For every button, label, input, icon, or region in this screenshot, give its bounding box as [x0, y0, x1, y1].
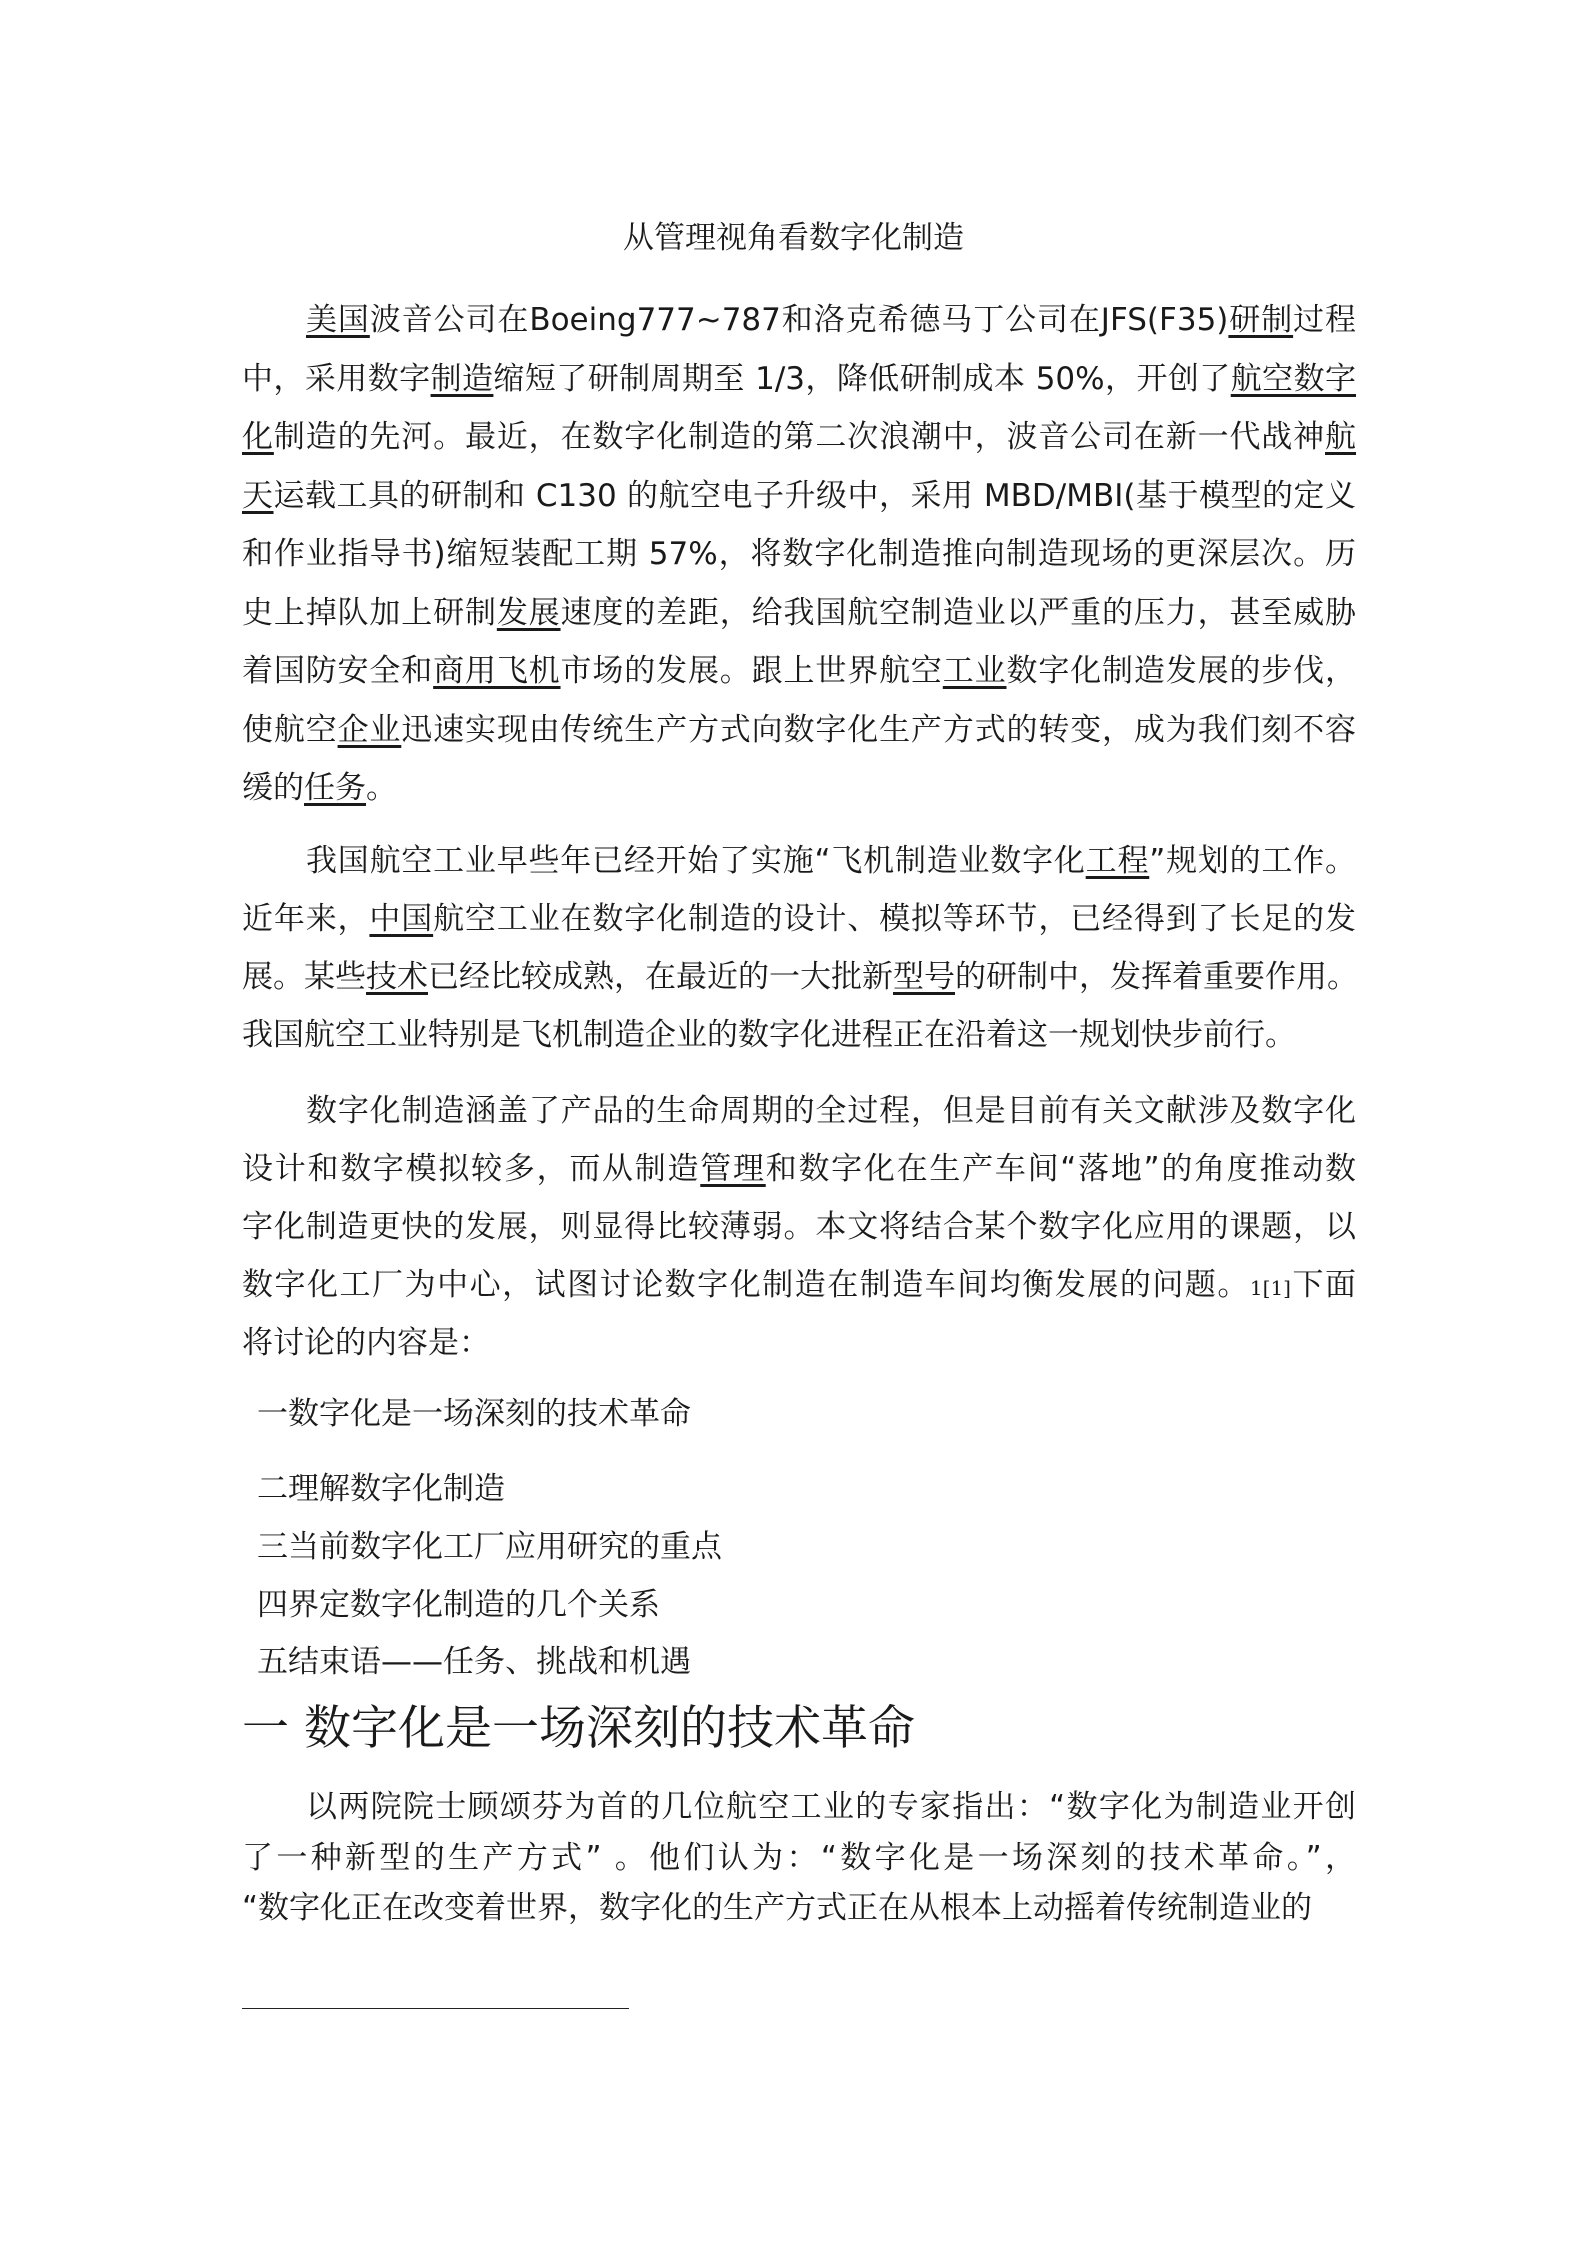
paragraph-1-line: [242, 534, 1356, 574]
text-run: ”规划的工作。: [1149, 843, 1357, 879]
text-run: 数字化工厂为中心，试图讨论数字化制造在制造车间均衡发展的问题。: [242, 1267, 1250, 1303]
keyword-link[interactable]: 商用飞机: [433, 653, 561, 689]
paragraph-2-line: [242, 957, 1356, 997]
keyword-link[interactable]: 型号: [893, 959, 955, 995]
keyword-link[interactable]: 技术: [366, 959, 428, 995]
paragraph-2-line: [242, 1015, 1356, 1055]
paragraph-1-line: [306, 300, 1356, 340]
text-run: 我国航空工业早些年已经开始了实施“飞机制造业数字化: [306, 843, 1086, 879]
text-run: 缓的: [242, 770, 304, 806]
text-run: 和作业指导书)缩短装配工期 57%，将数字化制造推向制造现场的更深层次。历: [242, 536, 1356, 572]
keyword-link[interactable]: 企业: [337, 711, 402, 748]
text-run: 波音公司在Boeing777~787和洛克希德马丁公司在JFS(F35): [369, 302, 1229, 338]
section-paragraph-line: [242, 1888, 1356, 1928]
keyword-link[interactable]: 制造: [430, 360, 494, 397]
text-run: 使航空: [242, 711, 338, 748]
toc-item[interactable]: 四界定数字化制造的几个关系: [257, 1587, 660, 1623]
text-run: “数字化正在改变着世界，数字化的生产方式正在从根本上动摇着传统制造业的: [242, 1890, 1313, 1926]
toc-item[interactable]: 五结束语——任务、挑战和机遇: [257, 1644, 691, 1680]
toc-item[interactable]: 一数字化是一场深刻的技术革命: [257, 1396, 691, 1432]
text-run: 我国航空工业特别是飞机制造企业的数字化进程正在沿着这一规划快步前行。: [242, 1017, 1296, 1053]
text-run: 设计和数字模拟较多，而从制造: [242, 1151, 701, 1187]
toc-item[interactable]: 二理解数字化制造: [257, 1471, 505, 1507]
text-run: 和数字化在生产车间“落地”的角度推动数: [765, 1151, 1357, 1187]
text-run: 已经比较成熟，在最近的一大批新: [428, 959, 893, 995]
paragraph-1-line: [242, 417, 1356, 457]
text-run: 中，采用数字: [242, 360, 431, 397]
text-run: 制造的先河。最近，在数字化制造的第二次浪潮中，波音公司在新一代战神: [273, 419, 1326, 455]
keyword-link[interactable]: 天: [242, 477, 274, 514]
text-run: 以两院院士顾颂芬为首的几位航空工业的专家指出：“数字化为制造业开创: [306, 1789, 1356, 1825]
section-heading: 一 数字化是一场深刻的技术革命: [242, 1701, 915, 1756]
text-run: 展。某些: [242, 959, 366, 995]
paragraph-1-line: [242, 359, 1356, 399]
paragraph-1-line: [242, 710, 1356, 750]
text-run: 运载工具的研制和 C130 的航空电子升级中，采用 MBD/MBI(基于模型的定义: [273, 477, 1356, 514]
paragraph-3-line: [242, 1265, 1356, 1305]
text-run: 近年来，: [242, 901, 370, 937]
section-paragraph-line: [242, 1838, 1356, 1878]
section-paragraph-line: [306, 1787, 1356, 1827]
footnote-separator: [242, 2008, 629, 2009]
text-run: 史上掉队加上研制: [242, 594, 497, 631]
text-run: 数字化制造涵盖了产品的生命周期的全过程，但是目前有关文献涉及数字化: [306, 1093, 1356, 1129]
keyword-link[interactable]: 航空数字: [1230, 360, 1357, 397]
keyword-link[interactable]: 研制: [1228, 302, 1294, 338]
footnote-reference[interactable]: 1[1]: [1249, 1276, 1291, 1300]
text-run: 将讨论的内容是：: [242, 1325, 490, 1361]
text-run: 下面: [1290, 1267, 1357, 1303]
paragraph-1-line: [242, 476, 1356, 516]
keyword-link[interactable]: 工程: [1085, 843, 1150, 879]
text-run: 着国防安全和: [242, 653, 434, 689]
text-run: 字化制造更快的发展，则显得比较薄弱。本文将结合某个数字化应用的课题，以: [242, 1209, 1356, 1245]
keyword-link[interactable]: 工业: [942, 653, 1007, 689]
keyword-link[interactable]: 航: [1325, 419, 1357, 455]
paragraph-3-line: [242, 1207, 1356, 1247]
text-run: 航空工业在数字化制造的设计、模拟等环节，已经得到了长足的发: [433, 901, 1357, 937]
paragraph-1-line: [242, 593, 1356, 633]
text-run: 的研制中，发挥着重要作用。: [955, 959, 1358, 995]
keyword-link[interactable]: 中国: [369, 901, 434, 937]
paragraph-1-line: [242, 651, 1356, 691]
paragraph-2-line: [306, 841, 1356, 881]
text-run: 过程: [1293, 302, 1357, 338]
keyword-link[interactable]: 化: [242, 419, 274, 455]
keyword-link[interactable]: 管理: [700, 1151, 766, 1187]
paragraph-3-line: [242, 1149, 1356, 1189]
keyword-link[interactable]: 任务: [304, 770, 366, 806]
paragraph-3-line: [306, 1091, 1356, 1131]
text-run: 迅速实现由传统生产方式向数字化生产方式的转变，成为我们刻不容: [401, 711, 1357, 748]
text-run: 数字化制造发展的步伐，: [1006, 653, 1357, 689]
document-title: 从管理视角看数字化制造: [623, 220, 964, 256]
keyword-link[interactable]: 发展: [496, 594, 561, 631]
keyword-link[interactable]: 美国: [306, 302, 370, 338]
paragraph-3-line: [242, 1323, 1356, 1363]
text-run: 市场的发展。跟上世界航空: [560, 653, 943, 689]
paragraph-2-line: [242, 899, 1356, 939]
paragraph-1-line: [242, 768, 1356, 808]
toc-item[interactable]: 三当前数字化工厂应用研究的重点: [257, 1529, 722, 1565]
text-run: 了一种新型的生产方式” 。他们认为：“数字化是一场深刻的技术革命。”，: [242, 1839, 1356, 1876]
text-run: 速度的差距，给我国航空制造业以严重的压力，甚至威胁: [560, 594, 1357, 631]
text-run: 。: [366, 770, 397, 806]
text-run: 缩短了研制周期至 1/3，降低研制成本 50%，开创了: [493, 360, 1231, 397]
